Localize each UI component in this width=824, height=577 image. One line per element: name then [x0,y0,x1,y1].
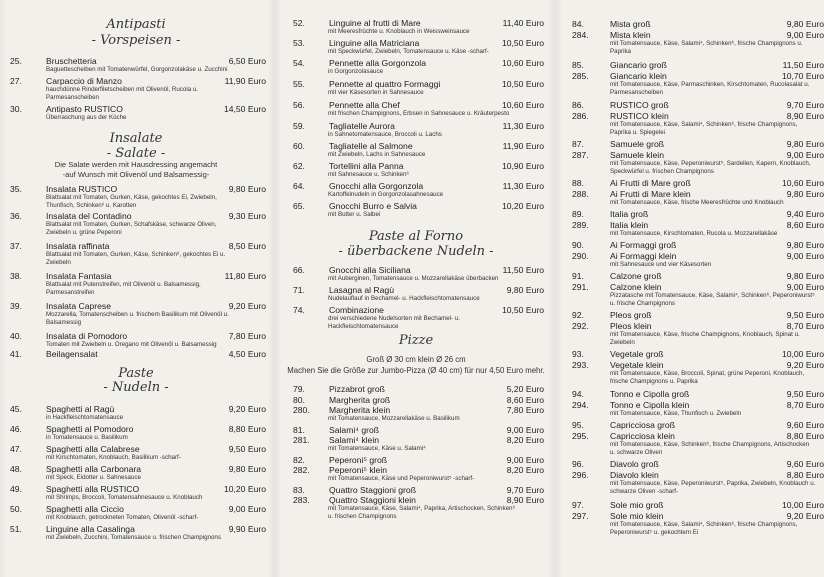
item-price: 8,50 Euro [228,241,266,251]
item-description: mit Shrimps, Broccoli, Tomatensahnesauce u. Knoblauch [46,494,203,501]
item-number: 56. [293,100,305,110]
item-description: mit Speckwürfel, Zwiebeln, Tomatensauce u. Käse -scharf- [328,48,489,55]
item-description: mit Tomatensauce, Käse, Salami⁴, Schinken⁶, frische Champignons, Peperoniwurst⁵ u. gekochtem Ei [610,521,798,536]
item-name: Linguine alla Matriciana [329,38,420,48]
item-number: 30. [10,104,22,114]
item-number: 284. [572,30,589,40]
item-price: 10,50 Euro [501,305,544,315]
item-description: mit Tomatensauce, Käse, Salami⁴, Schinken⁶, frische Champignons, Paprika u. Spiegelei [610,121,798,136]
item-number: 85. [572,60,584,70]
item-number: 47. [10,444,22,454]
item-name: Tonno e Cipolla groß [610,389,690,399]
item-price: 10,60 Euro [501,58,544,68]
item-number: 37. [10,241,22,251]
item-description: mit Speck, Eidotter u. Sahnesauce [46,474,141,481]
item-number: 285. [572,71,589,81]
item-name: Insalata Fantasia [46,271,112,281]
item-number: 280. [293,405,310,415]
item-name: Quattro Staggioni klein [329,495,416,505]
item-name: Quattro Staggioni groß [329,485,416,495]
item-number: 282. [293,465,310,475]
item-name: Pennette alla Chef [329,100,400,110]
section-title-paste: Paste [118,366,154,381]
item-price: 8,90 Euro [506,495,544,505]
item-price: 10,20 Euro [501,201,544,211]
section-subtitle-antipasti: - Vorspeisen - [91,33,181,48]
section-subtitle-forno: - überbackene Nudeln - [338,244,494,259]
item-price: 9,60 Euro [786,459,824,469]
item-description: mit Tomatensauce, Käse, Peperoniwurst⁵, Paprika, Zwiebeln, Knoblauch u. schwarze Oliven -scharf- [610,480,816,495]
item-description: Baguettescheiben mit Tomatenwürfel, Gorgonzolakäse u. Zucchini [46,66,228,73]
item-name: Spaghetti alla RUSTICO [46,484,140,494]
section-subtitle-insalate: - Salate - [106,146,166,161]
item-number: 59. [293,121,305,131]
item-number: 90. [572,240,584,250]
item-name: Insalata di Pomodoro [46,331,128,341]
item-name: Pennette alla Gorgonzola [329,58,426,68]
item-price: 8,20 Euro [506,435,544,445]
item-number: 65. [293,201,305,211]
item-price: 9,00 Euro [786,150,824,160]
item-price: 9,30 Euro [228,211,266,221]
item-price: 9,70 Euro [786,100,824,110]
item-number: 291. [572,282,589,292]
salad-note: Die Salate werden mit Hausdressing angemacht [54,160,218,169]
item-number: 62. [293,161,305,171]
item-description: mit Auberginen, Tomatensauce u. Mozzarellakäse überbacken [328,275,499,282]
item-name: Vegetale groß [610,349,664,359]
item-number: 286. [572,111,589,121]
item-number: 95. [572,420,584,430]
item-description: mit Meeresfrüchte u. Knoblauch in Weissweinsauce [328,28,470,35]
item-number: 71. [293,285,305,295]
item-description: mit Butter u. Salbei [328,211,381,218]
item-number: 292. [572,321,589,331]
item-name: Diavolo groß [610,459,659,469]
item-name: Italia klein [610,220,649,230]
item-price: 9,00 Euro [228,504,266,514]
item-number: 48. [10,464,22,474]
item-number: 86. [572,100,584,110]
item-name: Vegetale klein [610,360,664,370]
item-number: 66. [293,265,305,275]
item-description: Überraschung aus der Küche [46,114,127,121]
item-description: Tomaten mit Zwiebeln u. Oregano mit Olivenöl u. Balsamessig [46,341,217,348]
item-number: 287. [572,150,589,160]
item-number: 97. [572,500,584,510]
section-title-pizze: Pizze [398,333,434,348]
item-description: in Hackfleischtomatensauce [46,414,124,421]
section-title-insalate: Insalate [109,131,163,146]
item-number: 88. [572,178,584,188]
item-price: 8,70 Euro [786,321,824,331]
item-name: Capricciosa klein [610,431,675,441]
item-number: 87. [572,139,584,149]
section-subtitle-paste: - Nudeln - [103,380,169,395]
item-number: 40. [10,331,22,341]
item-description: mit Sahnesauce und vier Käsesorten [610,261,712,268]
item-name: Pleos klein [610,321,652,331]
item-price: 9,20 Euro [786,360,824,370]
item-price: 8,60 Euro [786,220,824,230]
item-description: Blattsalat mit Tomaten, Gurken, Käse, gekochtes Ei, Zwiebeln, Thunfisch, Schinken⁶ u. Karotten [46,194,217,209]
item-name: Pennette al quattro Formaggi [329,79,441,89]
item-name: Spaghetti alla Ciccio [46,504,124,514]
item-name: Spaghetti al Pomodoro [46,424,134,434]
item-price: 11,30 Euro [502,121,544,131]
item-name: Giancario klein [610,71,667,81]
item-price: 9,80 Euro [506,285,544,295]
item-name: Linguine al frutti di Mare [329,18,421,28]
item-number: 92. [572,310,584,320]
item-price: 6,50 Euro [228,56,266,66]
item-number: 289. [572,220,589,230]
item-name: Carpaccio di Manzo [46,76,122,86]
item-price: 10,50 Euro [501,79,544,89]
item-number: 51. [10,524,22,534]
item-number: 50. [10,504,22,514]
item-description: mit Knoblauch, getrockneten Tomaten, Olivenöl -scharf- [46,514,199,521]
item-number: 64. [293,181,305,191]
item-name: Italia groß [610,209,649,219]
item-name: Tagliatelle al Salmone [329,141,413,151]
item-price: 9,80 Euro [786,189,824,199]
item-description: hauchdünne Rinderfiletscheiben mit Olivenöl, Rucola u. Parmesanscheiben [46,86,199,101]
item-name: Capricciosa groß [610,420,675,430]
item-number: 281. [293,435,310,445]
item-description: mit Tomatensauce, Käse, Peperoniwurst⁵, Sardellen, Kapern, Knoblauch, Speckwürfel u. frischen Champignons [610,160,811,175]
item-number: 74. [293,305,305,315]
item-name: Peperoni⁵ klein [329,465,388,475]
item-price: 9,80 Euro [228,464,266,474]
item-number: 25. [10,56,22,66]
item-description: mit Zwiebeln, Zucchini, Tomatensauce u. frischen Champignons [46,534,221,541]
item-name: Tonno e Cipolla klein [610,400,690,410]
item-name: Combinazione [329,305,384,315]
item-description: Blattsalat mit Putenstreifen, mit Olivenöl u. Balsamessig, Parmesanstreifen [46,281,201,296]
menu-column-right [563,0,824,577]
item-number: 41. [10,349,22,359]
item-number: 35. [10,184,22,194]
item-number: 54. [293,58,305,68]
item-name: Diavolo klein [610,470,659,480]
item-name: Ai Formaggi groß [610,240,677,250]
item-name: Spaghetti al Ragù [46,404,115,414]
item-price: 10,00 Euro [781,349,824,359]
item-description: mit Tomatensauce, Käse, Broccoli, Spinat, grüne Peperoni, Knoblauch, frische Champignons u. Paprika [610,370,805,385]
item-price: 11,80 Euro [224,271,266,281]
item-number: 38. [10,271,22,281]
item-price: 9,00 Euro [506,455,544,465]
item-price: 9,90 Euro [228,524,266,534]
item-description: mit Tomatensauce, Käse, frische Meeresfrüchte und Knoblauch [610,199,784,206]
item-name: Pizzabrot groß [329,384,385,394]
item-price: 9,70 Euro [506,485,544,495]
item-description: mit Tomatensauce, Käse, Parmaschinken, Kirschtomaten, Rucolasalat u. Parmesanscheiben [610,81,810,96]
item-number: 297. [572,511,589,521]
jumbo-pizza-note: Machen Sie die Größe zur Jumbo-Pizza (Ø 40 cm) für nur 4,50 Euro mehr. [287,366,545,375]
item-price: 9,80 Euro [786,19,824,29]
item-description: mit Tomatensauce, Käse, Thunfisch u. Zwiebeln [610,410,742,417]
item-price: 9,60 Euro [786,420,824,430]
item-price: 8,60 Euro [506,395,544,405]
item-price: 11,40 Euro [502,18,544,28]
item-description: Pizzatasche mit Tomatensauce, Käse, Salami⁴, Schinken⁶, Peperoniwurst⁵ u. frische Champignons [610,292,815,307]
item-price: 9,80 Euro [786,139,824,149]
item-name: Salami⁴ groß [329,425,380,435]
item-price: 5,20 Euro [506,384,544,394]
item-name: Mista groß [610,19,651,29]
item-number: 80. [293,395,305,405]
item-number: 283. [293,495,310,505]
item-price: 9,20 Euro [228,404,266,414]
item-number: 93. [572,349,584,359]
item-price: 14,50 Euro [223,104,266,114]
item-description: mit Tomatensauce, Kirschtomaten, Rucola u. Mozzarellakäse [610,230,778,237]
item-name: Spaghetti alla Calabrese [46,444,140,454]
item-price: 9,50 Euro [228,444,266,454]
item-description: mit Tomatensauce, Mozzarellakäse u. Basilikum [328,415,460,422]
item-name: RUSTICO groß [610,100,669,110]
item-description: Nudelauflauf in Bechamel- u. Hackfleischtomatensauce [328,295,480,302]
item-name: Salami⁴ klein [329,435,380,445]
item-number: 294. [572,400,589,410]
item-price: 9,50 Euro [786,389,824,399]
item-name: Spaghetti alla Carbonara [46,464,142,474]
item-price: 11,30 Euro [502,181,544,191]
item-price: 11,50 Euro [782,60,824,70]
item-price: 9,50 Euro [786,310,824,320]
item-name: Lasagna al Ragù [329,285,394,295]
item-name: Samuele groß [610,139,664,149]
item-name: Tortellini alla Panna [329,161,404,171]
item-name: Beilagensalat [46,349,98,359]
item-price: 10,90 Euro [501,161,544,171]
item-name: Margherita groß [329,395,391,405]
item-price: 9,80 Euro [786,271,824,281]
item-description: mit Tomatensauce, Käse, Salami⁴, Schinken⁶, frische Champignons u. Paprika [610,40,803,55]
item-name: Insalata Caprese [46,301,111,311]
item-number: 79. [293,384,305,394]
item-description: Blattsalat mit Tomaten, Gurken, Käse, Schinken⁶, gekochtes Ei u. Zwiebeln [46,251,226,266]
item-number: 46. [10,424,22,434]
item-price: 8,80 Euro [228,424,266,434]
item-price: 8,80 Euro [786,431,824,441]
item-name: Mista klein [610,30,651,40]
item-description: mit frischen Champignons, Erbsen in Sahnesauce u. Kräuterpesto [328,110,510,117]
item-price: 10,60 Euro [781,178,824,188]
item-name: Calzone groß [610,271,662,281]
item-number: 91. [572,271,584,281]
item-number: 52. [293,18,305,28]
item-number: 60. [293,141,305,151]
item-price: 9,00 Euro [786,282,824,292]
item-name: Calzone klein [610,282,662,292]
pizza-size-note: Groß Ø 30 cm klein Ø 26 cm [366,355,466,364]
item-description: in Tomatensauce u. Basilikum [46,434,128,441]
item-number: 39. [10,301,22,311]
item-description: mit Tomatensauce, Käse und Peperoniwurst⁵ -scharf- [328,475,475,482]
item-description: Kartoffelnudeln in Gorgonzolasahnesauce [328,191,444,198]
item-name: Insalata del Contadino [46,211,132,221]
item-price: 10,00 Euro [781,500,824,510]
salad-note-dressing: -auf Wunsch mit Olivenöl und Balsamessig- [62,170,210,179]
item-price: 8,20 Euro [506,465,544,475]
item-number: 293. [572,360,589,370]
item-description: drei verschiedene Nudelsorten mit Bechamel- u. Hackfleischtomatensauce [328,315,461,330]
item-name: Antipasto RUSTICO [46,104,123,114]
item-description: mit vier Käsesorten in Sahnesauce [328,89,424,96]
item-name: Ai Frutti di Mare klein [610,189,691,199]
item-name: Tagliatelle Aurora [329,121,395,131]
item-price: 9,80 Euro [786,240,824,250]
section-title-antipasti: Antipasti [106,17,166,32]
item-name: Sole mio klein [610,511,664,521]
item-price: 9,80 Euro [228,184,266,194]
item-number: 96. [572,459,584,469]
item-name: Insalata raffinata [46,241,110,251]
item-number: 55. [293,79,305,89]
item-description: mit Sahnesauce u. Schinken⁶ [328,171,409,178]
item-description: Mozzarella, Tomatenscheiben u. frischem Basilikum mit Olivenöl u. Balsamessig [46,311,229,326]
item-price: 4,50 Euro [228,349,266,359]
item-number: 27. [10,76,22,86]
item-description: mit Tomatensauce, Käse, Schinken⁶, frische Champignons, Artischocken u. schwarze Oliven [610,441,810,456]
item-price: 9,00 Euro [786,251,824,261]
item-price: 8,80 Euro [786,470,824,480]
item-price: 7,80 Euro [228,331,266,341]
item-price: 9,00 Euro [506,425,544,435]
menu-column-middle [282,0,550,577]
item-price: 11,90 Euro [502,141,544,151]
item-number: 288. [572,189,589,199]
item-price: 9,20 Euro [786,511,824,521]
item-name: RUSTICO klein [610,111,669,121]
item-description: mit Zwiebeln, Lachs in Sahnesauce [328,151,426,158]
item-number: 45. [10,404,22,414]
item-price: 9,40 Euro [786,209,824,219]
item-price: 9,00 Euro [786,30,824,40]
item-description: Blattsalat mit Tomaten, Gurken, Schafskäse, schwarze Oliven, Zwiebeln u. grüne Peperoni [46,221,217,236]
item-number: 295. [572,431,589,441]
item-price: 10,50 Euro [501,38,544,48]
item-price: 11,90 Euro [224,76,266,86]
item-name: Pleos groß [610,310,652,320]
item-number: 82. [293,455,305,465]
item-number: 81. [293,425,305,435]
item-name: Giancario groß [610,60,667,70]
item-number: 36. [10,211,22,221]
item-price: 10,70 Euro [781,71,824,81]
menu-column-left [0,0,272,577]
item-number: 49. [10,484,22,494]
item-name: Insalata RUSTICO [46,184,118,194]
item-number: 84. [572,19,584,29]
item-number: 94. [572,389,584,399]
item-price: 10,20 Euro [223,484,266,494]
item-number: 290. [572,251,589,261]
item-price: 8,90 Euro [786,111,824,121]
item-description: in Sahnetomatensauce, Broccoli u. Lachs [328,131,442,138]
item-number: 83. [293,485,305,495]
item-name: Samuele klein [610,150,664,160]
item-name: Ai Formaggi klein [610,251,677,261]
item-description: mit Tomatensauce, Käse, Salami⁴, Paprika, Artischocken, Schinken⁶ u. frischen Champignons [328,505,516,520]
item-price: 8,70 Euro [786,400,824,410]
item-name: Gnocchi Burro e Salvia [329,201,417,211]
item-name: Linguine alla Casalinga [46,524,135,534]
item-price: 9,20 Euro [228,301,266,311]
item-name: Margherita klein [329,405,391,415]
section-title-forno: Paste al Forno [368,229,464,244]
item-name: Peperoni⁵ groß [329,455,388,465]
item-description: mit Tomatensauce, Käse, frische Champignons, Knoblauch, Spinat u. Zwiebeln [610,331,800,346]
item-description: in Gorgonzolasauce [328,68,384,75]
item-price: 7,80 Euro [506,405,544,415]
item-name: Sole mio groß [610,500,664,510]
item-name: Gnocchi alla Siciliana [329,265,411,275]
item-description: mit Tomatensauce, Käse u. Salami⁴ [328,445,426,452]
item-price: 10,60 Euro [501,100,544,110]
item-name: Bruschetteria [46,56,97,66]
item-price: 11,50 Euro [502,265,544,275]
item-number: 89. [572,209,584,219]
item-number: 53. [293,38,305,48]
item-description: mit Kirschtomaten, Knoblauch, Basilikum -scharf- [46,454,181,461]
item-name: Ai Frutti di Mare groß [610,178,691,188]
item-number: 296. [572,470,589,480]
item-name: Gnocchi alla Gorgonzola [329,181,424,191]
